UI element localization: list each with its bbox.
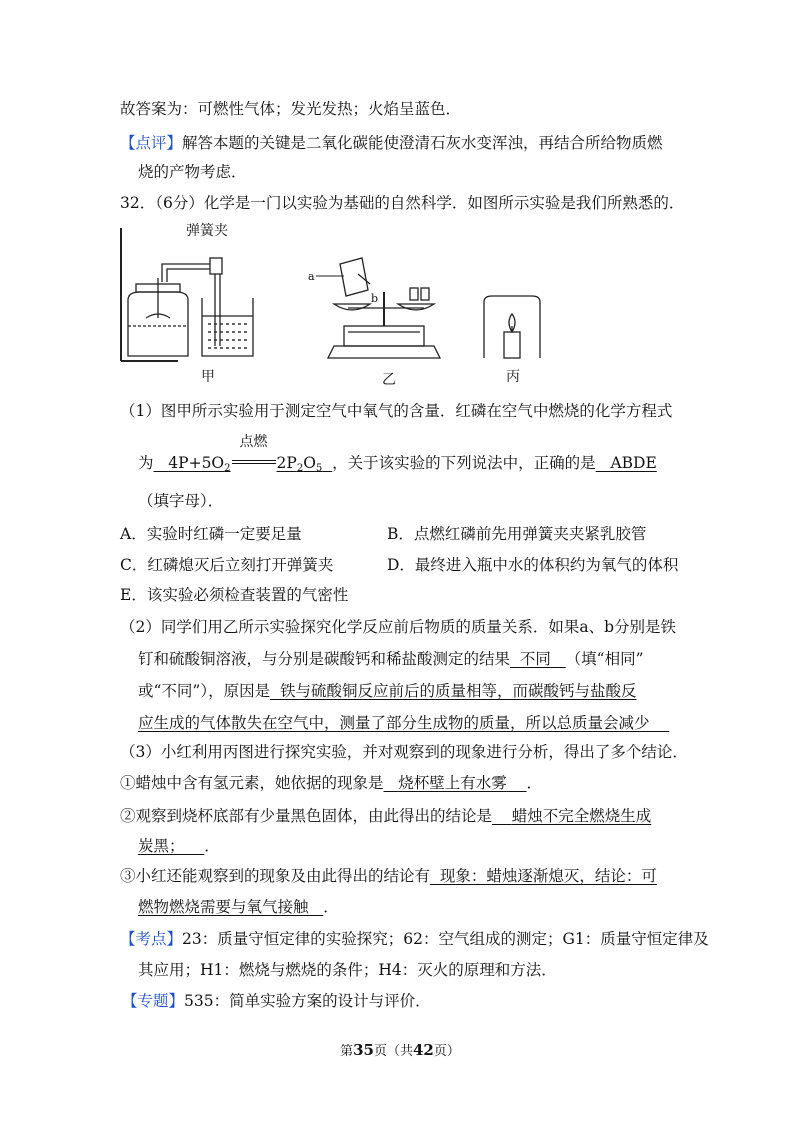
part-2-line-4 bbox=[138, 713, 669, 733]
caption-yi: 乙 bbox=[382, 372, 396, 388]
conclusion-2: ②观察到烧杯底部有少量黑色固体，由此得出的结论是 蜡烛不完全燃烧生成 bbox=[120, 807, 652, 825]
answer-phenomenon-2: 燃物燃烧需要与氧气接触 bbox=[138, 898, 309, 916]
eq-sub-2: 2 bbox=[224, 463, 231, 474]
zhuanti-line: 【专题】535：简单实验方案的设计与评价． bbox=[122, 992, 431, 1010]
eq-sub-p: 2 bbox=[296, 463, 304, 474]
dianping-line-2: 烧的产物考虑． bbox=[138, 163, 247, 181]
answer-line: 故答案为：可燃性气体；发光发热；火焰呈蓝色． bbox=[120, 100, 462, 118]
part-1-equation-line bbox=[138, 434, 657, 479]
kaodian-line: 【考点】23：质量守恒定律的实验探究；62：空气组成的测定；G1：质量守恒定律及 bbox=[120, 930, 709, 948]
clip-label: 弹簧夹 bbox=[186, 222, 228, 238]
experiment-figure bbox=[118, 218, 558, 390]
answer-incomplete-2: 炭黑； bbox=[138, 837, 185, 855]
page-total: 42 bbox=[413, 1041, 434, 1059]
kaodian-line-2: 其应用；H1：燃烧与燃烧的条件；H4：灭火的原理和方法． bbox=[138, 961, 557, 979]
eq-left: 4P+5O bbox=[168, 454, 225, 472]
apparatus-bing bbox=[484, 296, 540, 358]
eq-sub-5: 5 bbox=[315, 463, 323, 474]
eq-condition-text: 点燃 bbox=[239, 434, 268, 450]
apparatus-jia bbox=[121, 228, 253, 361]
option-d: D．最终进入瓶中水的体积约为氧气的体积 bbox=[387, 556, 679, 574]
zhuanti-tag: 【专题】 bbox=[122, 992, 185, 1010]
answer-incomplete-1: 蜡烛不完全燃烧生成 bbox=[511, 807, 652, 825]
text-wei: 为 bbox=[138, 454, 154, 472]
equation-answer bbox=[154, 434, 333, 474]
page-footer: 第35页（共42页） bbox=[340, 1041, 460, 1059]
part-1-fill: （填字母）． bbox=[138, 492, 224, 510]
label-a: a bbox=[308, 270, 315, 283]
dianping-tag: 【点评】 bbox=[120, 134, 183, 152]
eq-right: 2P bbox=[276, 454, 297, 472]
eq-condition bbox=[231, 434, 277, 473]
answer-abde: ABDE bbox=[610, 454, 657, 472]
kaodian-tag: 【考点】 bbox=[120, 930, 183, 948]
question-32: 32．（6分）化学是一门以实验为基础的自然科学．如图所示实验是我们所熟悉的． bbox=[120, 194, 685, 212]
conclusion-2-line-2: 炭黑； ． bbox=[138, 837, 220, 855]
apparatus-yi bbox=[328, 258, 440, 358]
option-c: C．红磷熄灭后立刻打开弹簧夹 bbox=[120, 556, 334, 574]
part-2-line-3: 或“不同”），原因是 铁与硫酸铜反应前后的质量相等，而碳酸钙与盐酸反 bbox=[138, 682, 637, 700]
caption-bing: 丙 bbox=[506, 369, 520, 385]
caption-jia: 甲 bbox=[201, 369, 215, 385]
page-number: 35 bbox=[353, 1041, 374, 1059]
answer-butong: 不同 bbox=[519, 650, 551, 668]
part-2-line-1: （2）同学们用乙所示实验探究化学反应前后物质的质量关系．如果a、b分别是铁 bbox=[120, 618, 677, 636]
dianping-line bbox=[120, 133, 663, 153]
eq-o: O bbox=[303, 454, 316, 472]
part-3-line-1: （3）小红利用丙图进行探究实验，并对观察到的现象进行分析，得出了多个结论． bbox=[120, 743, 688, 761]
answer-reason-1: 铁与硫酸铜反应前后的质量相等，而碳酸钙与盐酸反 bbox=[279, 682, 637, 700]
conclusion-1: ①蜡烛中含有氢元素，她依据的现象是 烧杯壁上有水雾 ． bbox=[120, 774, 543, 792]
part-2-line-2: 钉和硫酸铜溶液，与分别是碳酸钙和稀盐酸测定的结果 不同 （填“相同” bbox=[138, 650, 644, 668]
answer-reason-2: 应生成的气体散失在空气中，测量了部分生成物的质量，所以总质量会减少 bbox=[138, 714, 650, 732]
answer-water-mist: 烧杯壁上有水雾 bbox=[398, 774, 507, 792]
dianping-text: 解答本题的关键是二氧化碳能使澄清石灰水变浑浊，再结合所给物质燃 bbox=[182, 134, 663, 152]
conclusion-3: ③小红还能观察到的现象及由此得出的结论有 现象：蜡烛逐渐熄灭，结论：可 bbox=[120, 867, 657, 885]
text-mid: ，关于该实验的下列说法中，正确的是 bbox=[332, 454, 596, 472]
option-e: E．该实验必须检查装置的气密性 bbox=[120, 586, 349, 604]
part-1-line-1: （1）图甲所示实验用于测定空气中氧气的含量．红磷在空气中燃烧的化学方程式 bbox=[120, 402, 673, 420]
conclusion-3-line-2: 燃物燃烧需要与氧气接触 ． bbox=[138, 898, 339, 916]
option-a: A．实验时红磷一定要足量 bbox=[120, 525, 302, 543]
option-b: B．点燃红磷前先用弹簧夹夹紧乳胶管 bbox=[387, 525, 647, 543]
label-b: b bbox=[371, 292, 379, 305]
answer-phenomenon-1: 现象：蜡烛逐渐熄灭，结论：可 bbox=[439, 867, 657, 885]
